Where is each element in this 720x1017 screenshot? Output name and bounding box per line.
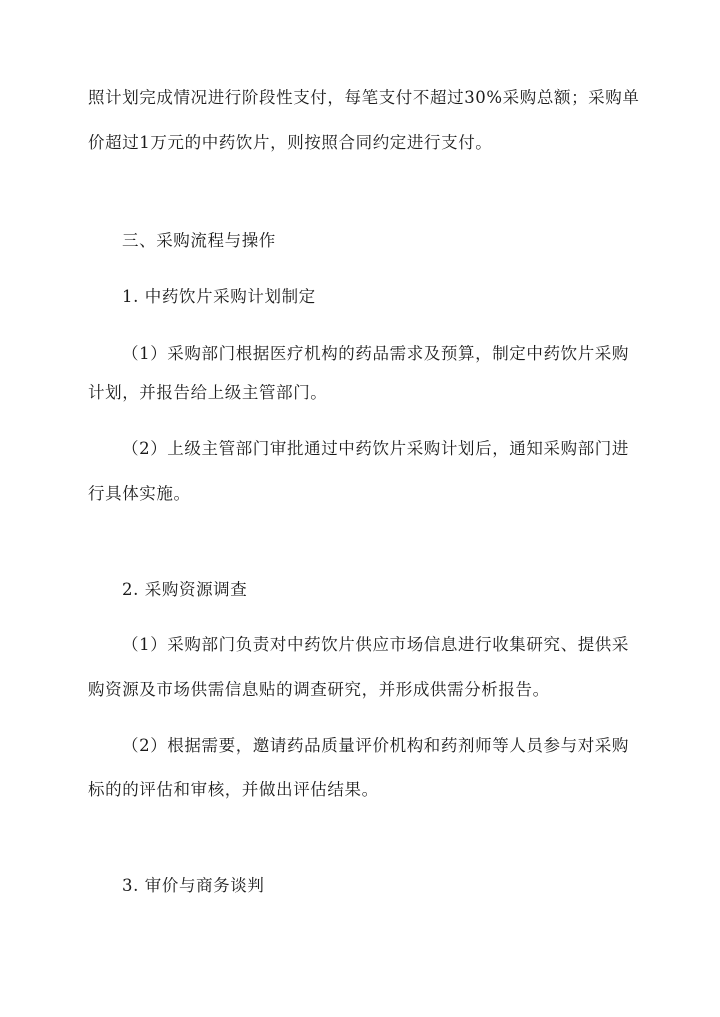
item-1-2-line-2: 行具体实施。 [88, 484, 191, 503]
subsection-heading-1: 1. 中药饮片采购计划制定 [122, 287, 316, 306]
section-heading-3: 三、采购流程与操作 [122, 231, 276, 250]
item-2-1-line-2: 购资源及市场供需信息贴的调查研究，并形成供需分析报告。 [88, 680, 550, 699]
paragraph-payment-line-2: 价超过1万元的中药饮片，则按照合同约定进行支付。 [88, 133, 493, 152]
item-2-2-line-2: 标的的评估和审核，并做出评估结果。 [88, 780, 379, 799]
item-1-1-line-1: （1）采购部门根据医疗机构的药品需求及预算，制定中药饮片采购 [122, 344, 629, 363]
subsection-heading-3: 3. 审价与商务谈判 [122, 876, 265, 895]
item-2-1-line-1: （1）采购部门负责对中药饮片供应市场信息进行收集研究、提供采 [122, 635, 629, 654]
item-2-2-line-1: （2）根据需要，邀请药品质量评价机构和药剂师等人员参与对采购 [122, 736, 629, 755]
item-1-1-line-2: 计划，并报告给上级主管部门。 [88, 383, 328, 402]
item-1-2-line-1: （2）上级主管部门审批通过中药饮片采购计划后，通知采购部门进 [122, 439, 629, 458]
subsection-heading-2: 2. 采购资源调查 [122, 580, 248, 599]
paragraph-payment-line-1: 照计划完成情况进行阶段性支付，每笔支付不超过30%采购总额；采购单 [88, 88, 640, 107]
